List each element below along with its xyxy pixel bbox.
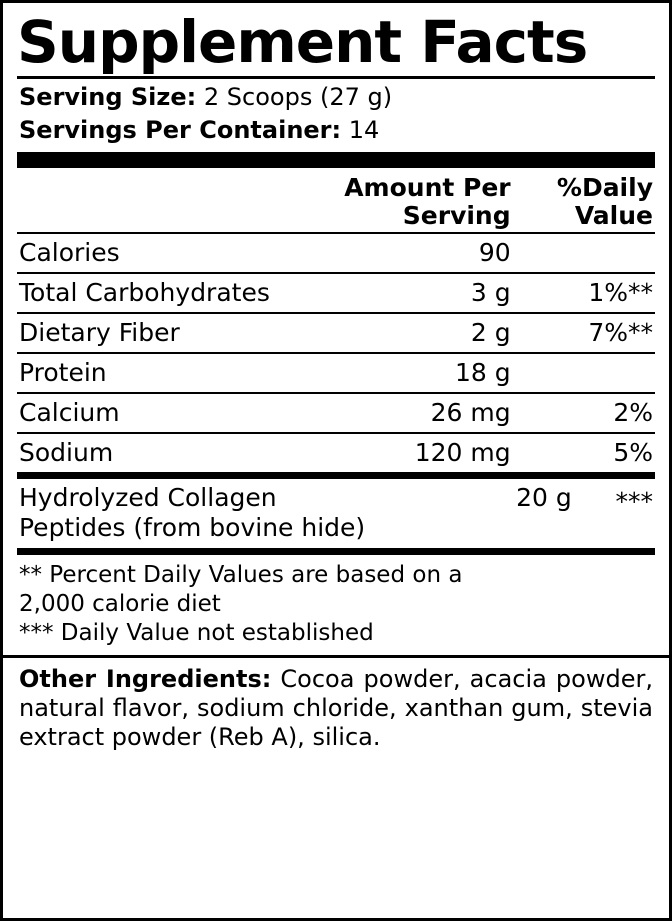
table-row <box>17 233 655 273</box>
nutrient-amount: 3 g <box>312 273 541 313</box>
serving-size-line <box>19 83 655 112</box>
other-ingredients <box>19 665 653 753</box>
other-ingredients-value: Cocoa powder, acacia powder, natural flavor, sodium chloride, xanthan gum, stevia extract powder (Reb A), silica. <box>19 664 653 752</box>
serving-size-label: Serving Size: <box>19 83 197 112</box>
nutrient-name: Dietary Fiber <box>17 313 312 353</box>
divider-thick-top <box>17 152 655 168</box>
nutrient-amount: 26 mg <box>312 393 541 433</box>
nutrient-daily-value: 1%** <box>541 273 655 313</box>
nutrient-amount: 90 <box>312 233 541 273</box>
table-row <box>17 433 655 472</box>
nutrient-name: Sodium <box>17 433 312 472</box>
nutrition-table <box>17 168 655 472</box>
table-row <box>17 313 655 353</box>
divider-under-title <box>17 76 655 79</box>
servings-per-container-line <box>19 116 655 145</box>
ingredient-daily-value: *** <box>615 486 653 516</box>
table-row <box>17 353 655 393</box>
footnote-line: ** Percent Daily Values are based on a <box>19 561 463 588</box>
nutrient-amount: 2 g <box>312 313 541 353</box>
proprietary-table <box>17 479 655 548</box>
header-amount-per-serving: Amount Per Serving <box>344 172 511 230</box>
ingredient-amount: 20 g <box>516 482 572 512</box>
nutrient-daily-value: 2% <box>541 393 655 433</box>
table-row <box>17 393 655 433</box>
other-ingredients-label: Other Ingredients: <box>19 664 272 693</box>
divider-thick-bottom <box>17 548 655 555</box>
nutrient-name: Calcium <box>17 393 312 433</box>
footnote-line: 2,000 calorie diet <box>19 590 221 617</box>
footnote-line: *** Daily Value not established <box>19 619 374 646</box>
table-header-row <box>17 168 655 233</box>
nutrient-daily-value: 7%** <box>541 313 655 353</box>
nutrient-daily-value <box>541 353 655 393</box>
servings-per-container-value: 14 <box>348 116 380 145</box>
nutrient-name: Protein <box>17 353 312 393</box>
nutrient-name: Total Carbohydrates <box>17 273 312 313</box>
nutrient-daily-value: 5% <box>541 433 655 472</box>
nutrient-daily-value <box>541 233 655 273</box>
page-title: Supplement Facts <box>17 8 588 76</box>
table-row <box>17 479 655 548</box>
footnotes <box>19 561 655 647</box>
header-daily-value: %Daily Value <box>556 172 653 230</box>
serving-size-value: 2 Scoops (27 g) <box>203 83 393 112</box>
nutrient-name: Calories <box>17 233 312 273</box>
ingredient-name: Hydrolyzed Collagen Peptides (from bovine hide) <box>19 482 366 542</box>
header-spacer <box>17 168 312 233</box>
divider-above-other-ingredients <box>3 655 669 658</box>
divider-thick-middle <box>17 472 655 479</box>
table-row <box>17 273 655 313</box>
nutrient-amount: 120 mg <box>312 433 541 472</box>
nutrient-amount: 18 g <box>312 353 541 393</box>
servings-per-container-label: Servings Per Container: <box>19 116 342 145</box>
